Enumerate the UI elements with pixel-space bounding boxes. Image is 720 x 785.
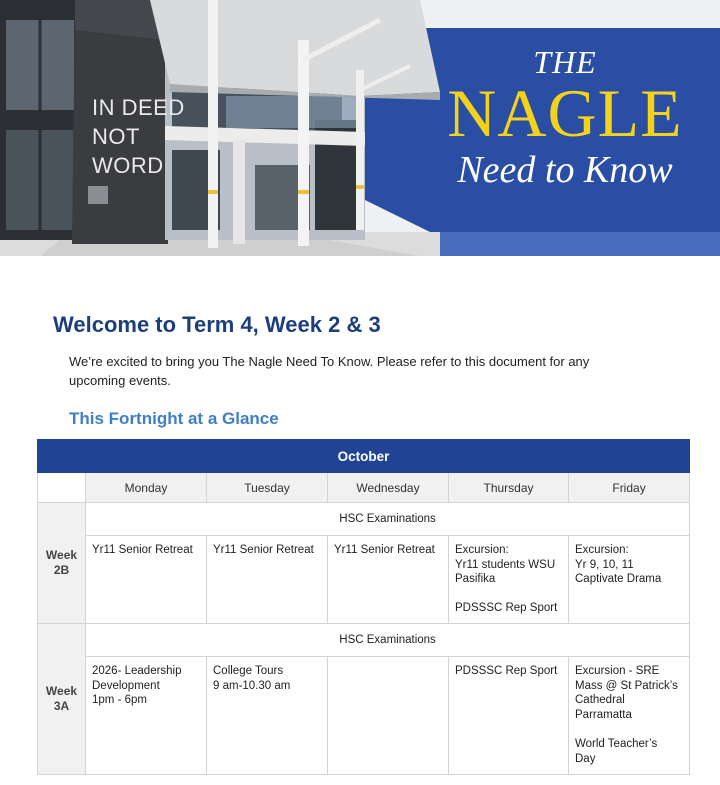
week-label-line: Week xyxy=(45,548,78,562)
day-cell-wednesday xyxy=(328,657,449,775)
event-text: World Teacher’s xyxy=(575,737,658,750)
day-header-wednesday: Wednesday xyxy=(328,473,449,503)
event-text: Excursion: xyxy=(575,544,629,556)
event-text: 1pm - 6pm xyxy=(92,694,147,707)
week-label-line: 3A xyxy=(53,699,70,713)
event-text: Day xyxy=(575,752,596,765)
event-text: PDSSSC Rep Sport xyxy=(455,665,558,677)
title-need-to-know: Need to Know xyxy=(457,149,673,191)
event-text: Yr11 Senior Retreat xyxy=(92,544,193,556)
week-label-line: Week xyxy=(45,684,78,698)
day-cell-friday xyxy=(569,536,690,624)
page-title: Welcome to Term 4, Week 2 & 3 xyxy=(53,312,381,337)
week-label xyxy=(38,503,86,624)
event-text: Excursion - SRE xyxy=(575,665,660,677)
wall-motto-line: NOT xyxy=(92,124,140,149)
day-header-tuesday: Tuesday xyxy=(207,473,328,503)
event-text: Excursion: xyxy=(455,544,509,556)
event-text: Mass @ St Patrick’s xyxy=(575,679,678,692)
wall-motto-line: WORD xyxy=(92,153,164,178)
title-nagle: NAGLE xyxy=(447,75,683,151)
day-cell-monday xyxy=(86,536,207,624)
day-header-thursday: Thursday xyxy=(449,473,569,503)
event-text: Pasifika xyxy=(455,573,496,586)
event-text: Parramatta xyxy=(575,708,632,721)
event-text: 9 am-10.30 am xyxy=(213,679,291,692)
day-cell-monday xyxy=(86,657,207,775)
event-text: Development xyxy=(92,679,160,692)
event-text: 2026- Leadership xyxy=(92,665,182,677)
event-text: Yr11 students WSU xyxy=(455,558,556,571)
week-label xyxy=(38,624,86,775)
day-header-monday: Monday xyxy=(86,473,207,503)
event-text: College Tours xyxy=(213,665,284,677)
corner-cell xyxy=(38,473,86,503)
event-text: Yr11 Senior Retreat xyxy=(334,544,435,556)
wall-motto xyxy=(92,93,185,180)
event-text: Yr11 Senior Retreat xyxy=(213,544,314,556)
day-header-friday: Friday xyxy=(569,473,690,503)
fortnight-calendar xyxy=(37,439,690,775)
wall-motto-line: IN DEED xyxy=(92,95,185,120)
event-text: Yr 9, 10, 11 xyxy=(575,558,634,571)
day-cell-tuesday xyxy=(207,657,328,775)
week-label-line: 2B xyxy=(53,563,70,577)
day-cell-thursday xyxy=(449,657,569,775)
event-text: Cathedral xyxy=(575,694,625,707)
all-week-event: HSC Examinations xyxy=(86,503,690,536)
hero-banner xyxy=(0,0,720,256)
all-week-event: HSC Examinations xyxy=(86,624,690,657)
event-text: Captivate Drama xyxy=(575,573,662,586)
newsletter-title xyxy=(430,44,700,192)
day-cell-tuesday xyxy=(207,536,328,624)
month-header: October xyxy=(38,440,690,473)
title-the: THE xyxy=(533,44,597,80)
section-title: This Fortnight at a Glance xyxy=(69,409,279,428)
event-text: PDSSSC Rep Sport xyxy=(455,602,558,615)
day-cell-friday xyxy=(569,657,690,775)
day-cell-wednesday xyxy=(328,536,449,624)
intro-paragraph: We’re excited to bring you The Nagle Need To Know. Please refer to this document for any upcoming events. xyxy=(69,354,590,388)
day-cell-thursday xyxy=(449,536,569,624)
